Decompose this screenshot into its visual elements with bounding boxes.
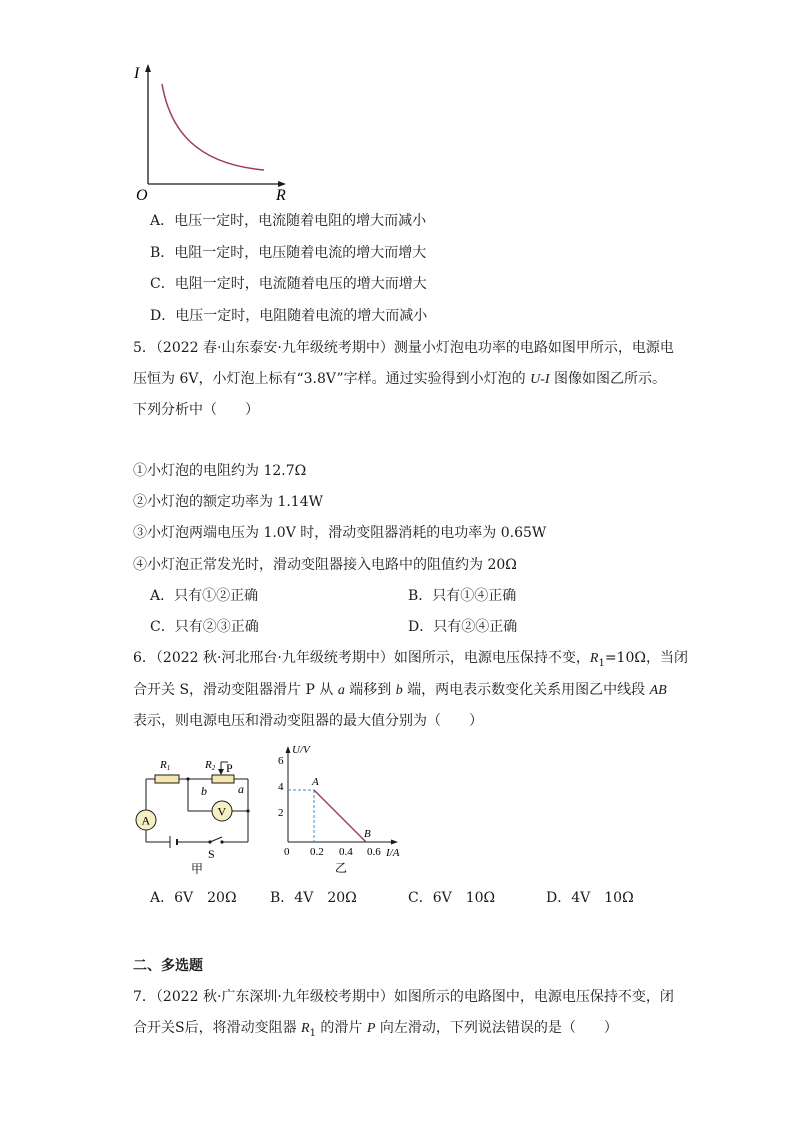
q7-stem-line1: 7．（2022 秋·广东深圳·九年级校考期中）如图所示的电路图中，电源电压保持不变，闭 — [133, 989, 674, 1005]
x-axis-label: R — [276, 187, 286, 204]
chart-ylabel: U/V — [292, 744, 310, 756]
resistor-r1 — [155, 775, 179, 783]
chart-point-label-a: A — [312, 776, 319, 788]
switch-label: S — [208, 847, 215, 861]
r2-label: R2 — [205, 759, 216, 772]
chart-y-tick-2: 2 — [278, 807, 284, 819]
junction-dot — [246, 809, 249, 812]
chart-y-arrow-icon — [286, 746, 291, 753]
switch-contact — [208, 840, 211, 843]
chart-x-arrow-icon — [391, 840, 398, 845]
slider-label: P — [226, 761, 233, 775]
junction-dot — [186, 777, 189, 780]
slider-arrow-icon — [218, 769, 224, 775]
chart-y-tick-4: 4 — [278, 781, 284, 793]
inverse-curve — [162, 84, 264, 170]
terminal-b-label: b — [201, 784, 207, 798]
chart-x-tick-0: 0 — [284, 846, 290, 858]
chart-x-tick-1: 0.2 — [310, 846, 324, 858]
chart-point-label-b: B — [364, 828, 371, 840]
q5-statement-3: ③小灯泡两端电压为 1.0V 时，滑动变阻器消耗的电功率为 0.65W — [133, 525, 547, 541]
chart-x-tick-2: 0.4 — [339, 846, 353, 858]
q7-stem-line2: 合开关S后，将滑动变阻器 $R_1$ 的滑片 P 向左滑动，下列说法错误的是（ ） — [133, 1020, 618, 1039]
y-axis-arrow-icon — [145, 64, 151, 72]
ir-graph — [128, 60, 298, 205]
r1-label: R1 — [160, 759, 171, 772]
chart-caption: 乙 — [335, 861, 348, 875]
q4-option-c[interactable]: C．电阻一定时，电流随着电压的增大而增大 — [150, 276, 427, 292]
q5-option-c[interactable]: C．只有②③正确 — [150, 619, 259, 635]
origin-label: O — [136, 187, 148, 204]
ammeter-label: A — [141, 813, 151, 828]
q5-statement-2: ②小灯泡的额定功率为 1.14W — [133, 494, 324, 510]
q5-statement-4: ④小灯泡正常发光时，滑动变阻器接入电路中的阻值约为 20Ω — [133, 557, 517, 573]
circuit-caption: 甲 — [191, 862, 204, 875]
q6-option-d[interactable]: D．4V 10Ω — [546, 890, 634, 906]
terminal-a-label: a — [238, 782, 244, 796]
q5-option-b[interactable]: B．只有①④正确 — [408, 588, 517, 604]
chart-y-tick-6: 6 — [278, 755, 284, 767]
q6-option-a[interactable]: A．6V 20Ω — [150, 890, 237, 906]
circuit-diagram — [128, 750, 268, 875]
chart-xlabel: I/A — [386, 847, 400, 859]
q4-option-a[interactable]: A．电压一定时，电流随着电阻的增大而减小 — [150, 213, 427, 229]
y-axis-label: I — [134, 65, 140, 82]
chart-series-line-0 — [314, 790, 366, 842]
q4-option-b[interactable]: B．电阻一定时，电压随着电流的增大而增大 — [150, 245, 427, 261]
ui-chart — [270, 740, 420, 876]
q6-stem-line1: 6．（2022 秋·河北邢台·九年级统考期中）如图所示，电源电压保持不变，$R_1=10\Omega$，当闭 — [133, 650, 688, 669]
chart-x-tick-3: 0.6 — [367, 846, 381, 858]
switch-contact — [220, 840, 223, 843]
section-title: 二、多选题 — [133, 958, 203, 974]
q5-option-a[interactable]: A．只有①②正确 — [150, 588, 259, 604]
q6-stem-line3: 表示，则电源电压和滑动变阻器的最大值分别为（ ） — [133, 713, 483, 729]
q5-statement-1: ①小灯泡的电阻约为 12.7Ω — [133, 463, 307, 479]
q5-option-d[interactable]: D．只有②④正确 — [408, 619, 518, 635]
q4-option-d[interactable]: D．电压一定时，电阻随着电流的增大而减小 — [150, 308, 428, 324]
resistor-r2 — [212, 775, 234, 783]
q6-stem-line2: 合开关 S，滑动变阻器滑片 P 从 a 端移到 b 端，两电表示数变化关系用图乙中线段 AB — [133, 682, 667, 698]
q5-stem-line2: 压恒为 6V，小灯泡上标有“3.8V”字样。通过实验得到小灯泡的 U-I 图像如图乙所示。 — [133, 371, 667, 387]
q6-option-b[interactable]: B．4V 20Ω — [270, 890, 357, 906]
q5-stem-line1: 5．（2022 春·山东泰安·九年级统考期中）测量小灯泡电功率的电路如图甲所示，电源电 — [133, 340, 674, 356]
voltmeter-label: V — [217, 804, 227, 819]
q6-option-c[interactable]: C．6V 10Ω — [408, 890, 496, 906]
q5-stem-line3: 下列分析中（ ） — [133, 402, 259, 418]
